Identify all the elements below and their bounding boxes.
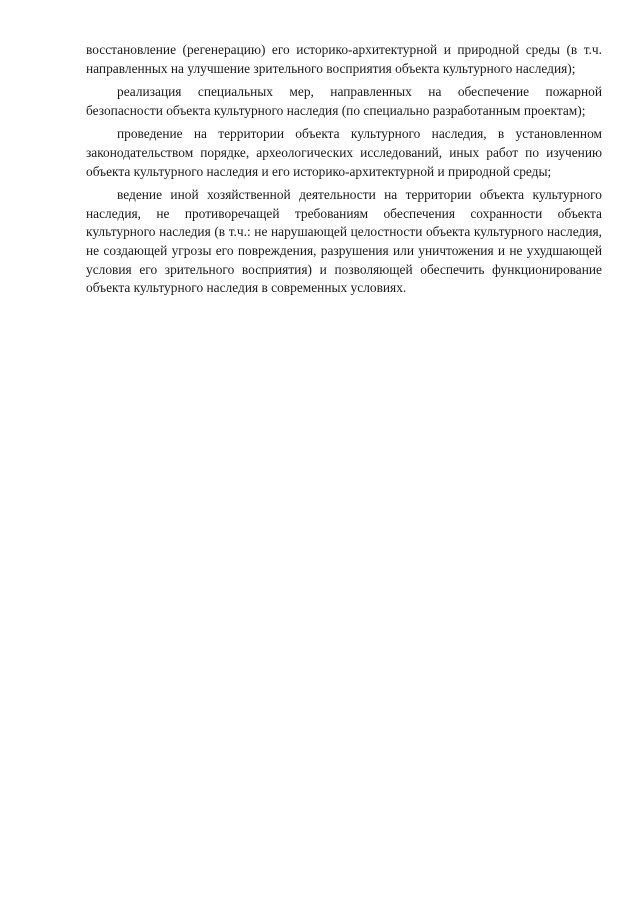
paragraph-restoration: восстановление (регенерацию) его историко-архитектурной и природной среды (в т.ч. направленных на улучшение зрительного восприятия объекта культурного наследия);: [86, 42, 602, 76]
document-body: [86, 41, 602, 298]
paragraph-archaeology: проведение на территории объекта культурного наследия, в установленном законодательством порядке, археологических исследований, иных работ по изучению объекта культурного наследия и его историко-архитектурной и природной среды;: [86, 126, 602, 179]
paragraph-economic-activity: ведение иной хозяйственной деятельности на территории объекта культурного наследия, не противоречащей требованиям обеспечения сохранности объекта культурного наследия (в т.ч.: не нарушающей целостности объекта культурного наследия, не создающей угрозы его повреждения, разрушения или уничтожения и не ухудшающей условия его зрительного восприятия) и позволяющей обеспечить функционирование объекта культурного наследия в современных условиях.: [86, 187, 602, 296]
paragraph-fire-safety: реализация специальных мер, направленных на обеспечение пожарной безопасности объекта культурного наследия (по специально разработанным проектам);: [86, 84, 602, 118]
